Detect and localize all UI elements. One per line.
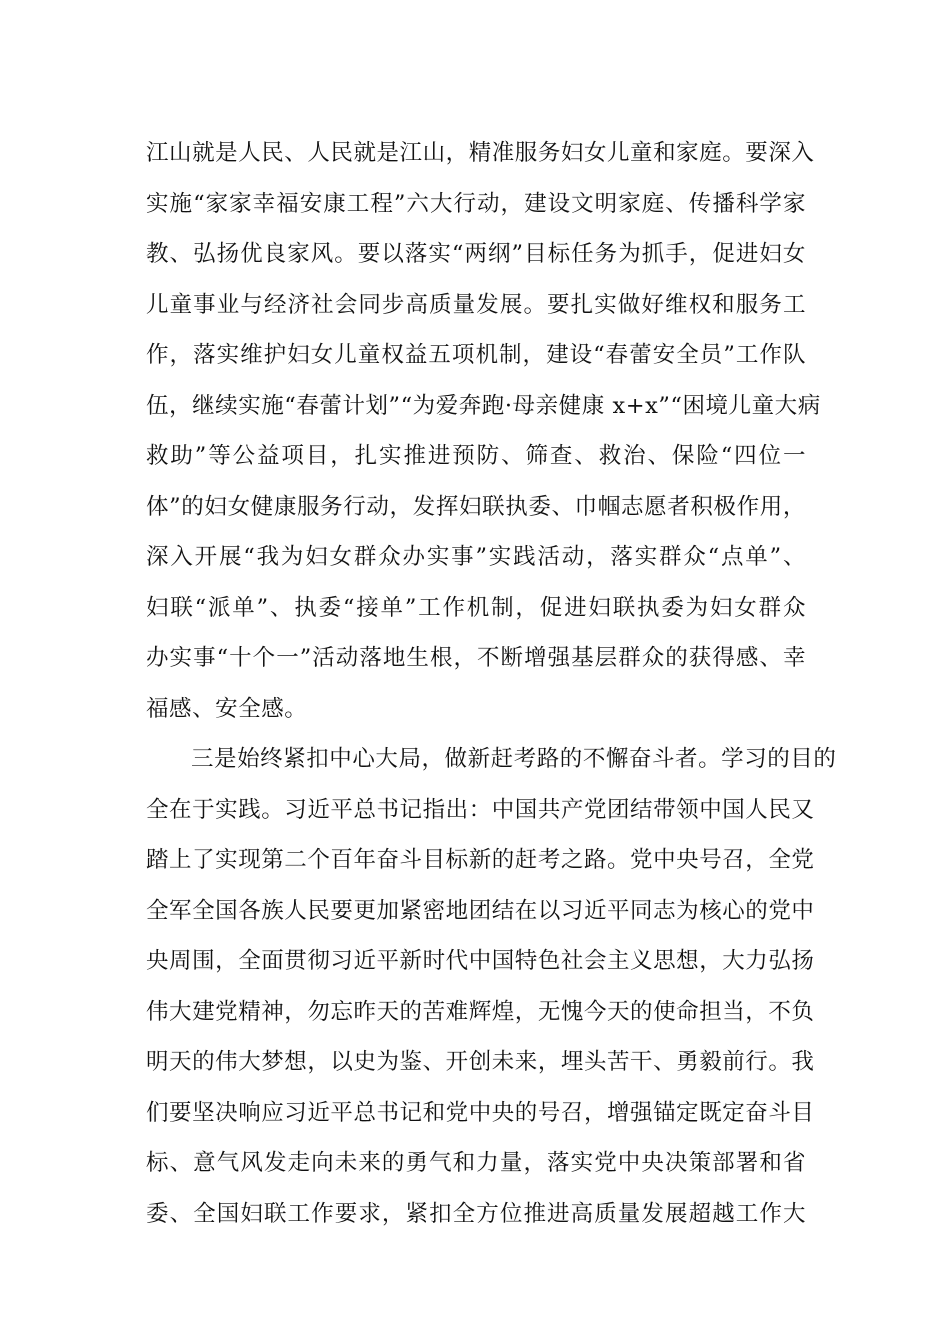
document-body bbox=[146, 128, 837, 1239]
paragraph-1 bbox=[146, 128, 821, 734]
text-line: 伟大建党精神，勿忘昨天的苦难辉煌，无愧今天的使命担当，不负 bbox=[146, 998, 815, 1025]
text-line: 体”的妇女健康服务行动，发挥妇联执委、巾帼志愿者积极作用， bbox=[146, 493, 806, 520]
text-line: 们要坚决响应习近平总书记和党中央的号召，增强锚定既定奋斗目 bbox=[146, 1099, 815, 1126]
text-line: 明天的伟大梦想，以史为鉴、开创未来，埋头苦干、勇毅前行。我 bbox=[146, 1049, 815, 1075]
text-line: 全军全国各族人民要更加紧密地团结在以习近平同志为核心的党中 bbox=[146, 897, 815, 924]
text-line: 实施“家家幸福安康工程”六大行动，建设文明家庭、传播科学家 bbox=[146, 190, 806, 217]
text-line: 江山就是人民、人民就是江山，精准服务妇女儿童和家庭。要深入 bbox=[146, 140, 815, 166]
text-line: 踏上了实现第二个百年奋斗目标新的赶考之路。党中央号召，全党 bbox=[146, 847, 815, 873]
text-line: 委、全国妇联工作要求，紧扣全方位推进高质量发展超越工作大 bbox=[146, 1200, 806, 1227]
text-line: 办实事“十个一”活动落地生根，不断增强基层群众的获得感、幸 bbox=[146, 645, 806, 671]
text-line: 作，落实维护妇女儿童权益五项机制，建设“春蕾安全员”工作队 bbox=[146, 342, 806, 368]
text-line: 教、弘扬优良家风。要以落实“两纲”目标任务为抓手，促进妇女 bbox=[146, 241, 806, 267]
text-line: 妇联“派单”、执委“接单”工作机制，促进妇联执委为妇女群众 bbox=[146, 594, 806, 621]
text-line: 深入开展“我为妇女群众办实事”实践活动，落实群众“点单”、 bbox=[146, 544, 806, 570]
text-line: 标、意气风发走向未来的勇气和力量，落实党中央决策部署和省 bbox=[146, 1150, 806, 1176]
text-line: 伍，继续实施“春蕾计划”“为爱奔跑·母亲健康 x+x”“困境儿童大病 bbox=[146, 392, 821, 419]
text-line: 央周围，全面贯彻习近平新时代中国特色社会主义思想，大力弘扬 bbox=[146, 948, 815, 974]
text-line: 救助”等公益项目，扎实推进预防、筛查、救治、保险“四位一 bbox=[146, 443, 806, 469]
text-line: 全在于实践。习近平总书记指出：中国共产党团结带领中国人民又 bbox=[146, 796, 815, 823]
text-line: 福感、安全感。 bbox=[146, 695, 308, 722]
text-line: 儿童事业与经济社会同步高质量发展。要扎实做好维权和服务工 bbox=[146, 291, 806, 318]
paragraph-2 bbox=[146, 734, 837, 1239]
text-line: 三是始终紧扣中心大局，做新赶考路的不懈奋斗者。学习的目的 bbox=[191, 746, 837, 772]
